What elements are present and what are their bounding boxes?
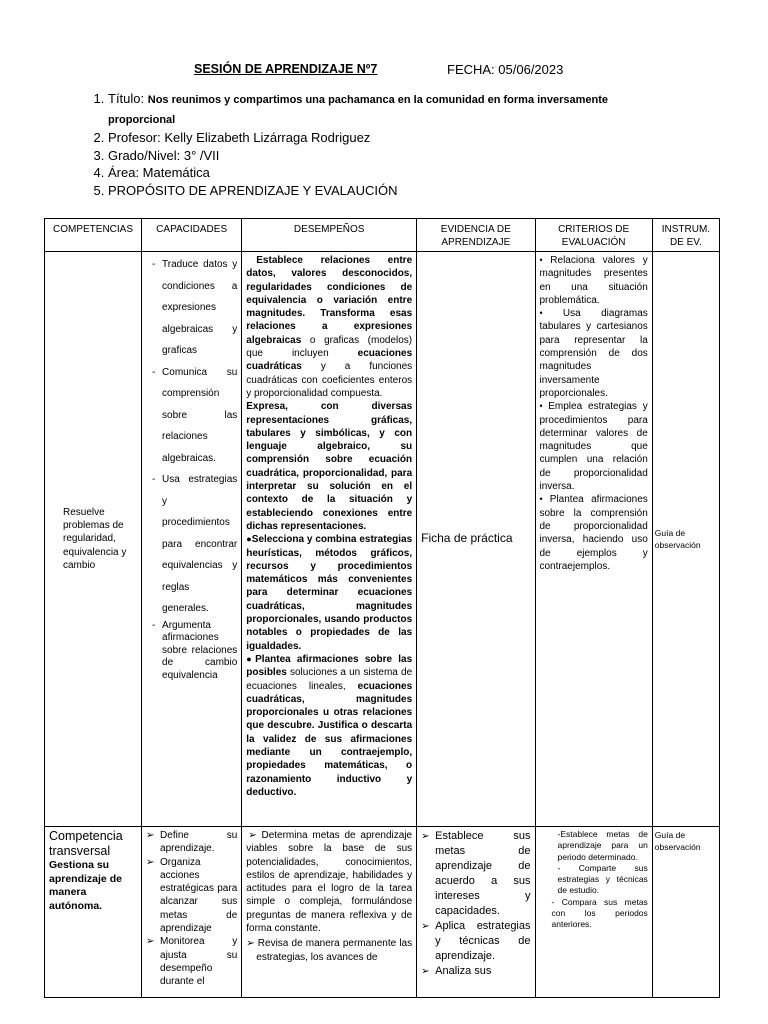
criterio-item: • Emplea estrategias y procedimientos para determinar valores de magnitudes que cumplen una relación de proporcionalidad inversa. [539, 401, 648, 493]
info-teacher: 2. Profesor: Kelly Elizabeth Lizárraga Rodriguez [108, 129, 668, 147]
arrow-bullet-icon: ➢ [146, 830, 155, 841]
row1-instrumento: Guía de observación [652, 252, 719, 827]
capacidad-item: - Traduce datos y condiciones a expresiones algebraicas y graficas [152, 254, 237, 362]
header-evidencia: EVIDENCIA DE APRENDIZAJE [417, 219, 535, 252]
capacidad-item: ➢ Organiza acciones estratégicas para alcanzar sus metas de aprendizaje [146, 856, 238, 935]
row2-competencia: Competencia transversal Gestiona su aprendizaje de manera autónoma. [45, 827, 142, 998]
desempeno-paragraph: ➢ Revisa de manera permanente las estrategias, los avances de [246, 938, 413, 963]
header-capacidades: CAPACIDADES [142, 219, 242, 252]
row2-desempenos [242, 827, 417, 998]
table-header-row [45, 219, 720, 252]
header-criterios: CRITERIOS DE EVALUACIÓN [535, 219, 652, 252]
row2-evidencia [417, 827, 535, 998]
criterio-item: - Compara sus metas con los periodos anteriores. [551, 896, 648, 930]
row1-capacidades [142, 252, 242, 827]
session-date: FECHA: 05/06/2023 [447, 62, 564, 77]
table-row [45, 252, 720, 827]
arrow-bullet-icon: ➢ [146, 936, 155, 948]
row1-criterios [535, 252, 652, 827]
row2-criterios [535, 827, 652, 998]
info-area: 4. Área: Matemática [108, 164, 668, 182]
row2-instrumento: Guía de observación [652, 827, 719, 998]
header-competencias: COMPETENCIAS [45, 219, 142, 252]
info-grade: 3. Grado/Nivel: 3° /VII [108, 147, 668, 165]
arrow-bullet-icon: ➢ [246, 938, 258, 950]
arrow-bullet-icon: ➢ [248, 830, 262, 841]
criterio-item: -Establece metas de aprendizaje para un periodo determinado. [557, 829, 648, 862]
row2-capacidades [142, 827, 242, 998]
capacidad-item: - Comunica su comprensión sobre las relaciones algebraicas. [152, 362, 237, 470]
info-purpose: 5. PROPÓSITO DE APRENDIZAJE Y EVALAUCIÓN [108, 182, 668, 200]
evidencia-item: ➢ Analiza sus [421, 965, 492, 977]
criterio-item: • Relaciona valores y magnitudes presentes en una situación problemática. [539, 255, 648, 306]
arrow-bullet-icon: ➢ [146, 856, 155, 868]
capacidad-item: ➢ Monitorea y ajusta su desempeño durante el [146, 936, 238, 988]
info-title [108, 90, 668, 129]
info-title-label: Título: [108, 91, 148, 106]
evidencia-item: ➢ Establece sus metas de aprendizaje de acuerdo a sus intereses y capacidades. [421, 830, 531, 917]
desempeno-paragraph: ●Selecciona y combina estrategias heurísticas, métodos gráficos, recursos y procedimientos matemáticos más convenientes para determinar ecuaciones cuadráticas, magnitudes proporcionales, usando productos notables o propiedades de las igualdades. [246, 534, 413, 652]
desempeno-paragraph: ●Plantea afirmaciones sobre las posibles soluciones a un sistema de ecuaciones lineales, ecuaciones cuadráticas, magnitudes proporcionales u otras relaciones que descubre. Justifica o descarta la validez de sus afirmaciones mediante un contraejemplo, propiedades matemáticas, o razonamiento inductivo y deductivo. [246, 653, 413, 798]
info-title-value: Nos reunimos y compartimos una pachamanca en la comunidad en forma inversamente proporcional [108, 94, 609, 126]
row1-competencia: Resuelve problemas de regularidad, equivalencia y cambio [45, 252, 142, 827]
capacidad-item: - Usa estrategias y procedimientos para encontrar equivalencias y reglas generales. [152, 469, 237, 620]
desempeno-paragraph: ➢ Determina metas de aprendizaje viables sobre la base de sus potencialidades, conocimientos, estilos de aprendizaje, habilidades y actitudes para el logro de la tarea simple o compleja, formulándose preguntas de manera reflexiva y de forma constante. [246, 830, 413, 935]
criterio-item: • Plantea afirmaciones sobre la comprensión de proporcionalidad inversa, haciendo uso de ejemplos y contraejemplos. [539, 494, 648, 572]
session-header [0, 62, 768, 80]
criterio-item: - Comparte sus estrategias y técnicas de estudio. [557, 862, 648, 896]
table-row [45, 827, 720, 998]
header-desempenos: DESEMPEÑOS [242, 219, 417, 252]
desempeno-paragraph: Expresa, con diversas representaciones gráficas, tabulares y simbólicas, y con lenguaje algebraico, su comprensión sobre ecuación cuadrática, proporcionalidad, para interpretar su solución en el contexto de la situación y estableciendo conexiones entre dichas representaciones. [246, 401, 413, 532]
session-info-list [84, 90, 668, 199]
evidencia-item: ➢ Aplica estrategias y técnicas de aprendizaje. [421, 920, 531, 962]
arrow-bullet-icon: ➢ [421, 966, 430, 977]
row1-evidencia: Ficha de práctica [417, 252, 535, 827]
row1-desempenos: Establece relaciones entre datos, valores desconocidos, regularidades condiciones de equivalencia o variación entre magnitudes. Transforma esas relaciones a expresiones algebraicas o graficas (modelos) que incluyen ecuaciones cuadráticas y a funciones cuadráticas con coeficientes enteros y proporcionalidad compuesta. Expresa, con diversas representaciones gráficas, tabulares y simbólicas, y con lenguaje algebraico, su comprensión sobre ecuación cuadrática, proporcionalidad, para interpretar su solución en el contexto de la situación y estableciendo conexiones entre dichas representaciones. ●Selecciona y combina estrategias heurísticas, métodos gráficos, recursos y procedimientos matemáticos más convenientes para determinar ecuaciones cuadráticas, magnitudes proporcionales, usando productos notables o propiedades de las igualdades. ●Plantea afirmaciones sobre las posibles soluciones a un sistema de ecuaciones lineales, ecuaciones cuadráticas, magnitudes proporcionales u otras relaciones que descubre. Justifica o descarta la validez de sus afirmaciones mediante un contraejemplo, propiedades matemáticas, o razonamiento inductivo y deductivo. [242, 252, 417, 827]
capacidad-item: ➢ Define su aprendizaje. [146, 830, 238, 855]
header-instrum: INSTRUM. DE EV. [652, 219, 719, 252]
session-title: SESIÓN DE APRENDIZAJE Nº7 [194, 62, 378, 76]
capacidad-item: - Argumenta afirmaciones sobre relaciones de cambio equivalencia [152, 620, 237, 683]
arrow-bullet-icon: ➢ [421, 831, 430, 842]
criterio-item: • Usa diagramas tabulares y cartesianos para representar la comprensión de dos magnitudes inversamente proporcionales. [539, 308, 648, 399]
arrow-bullet-icon: ➢ [421, 921, 430, 932]
learning-purpose-table [44, 218, 720, 998]
